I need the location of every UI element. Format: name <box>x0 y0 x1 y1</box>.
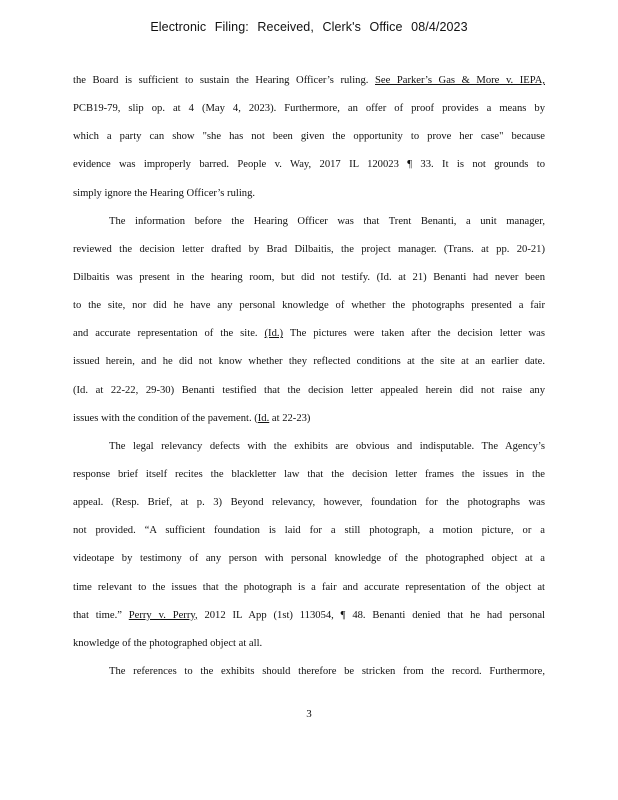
text-line <box>73 236 545 264</box>
text-line <box>73 517 545 545</box>
text-segment: time relevant to the issues that the photograph is a fair and accurate representation of the object at <box>73 581 545 593</box>
filing-stamp-header: Electronic Filing: Received, Clerk's Office 08/4/2023 <box>150 20 468 34</box>
document-body <box>73 67 545 686</box>
citation-underlined: Id. <box>257 412 270 424</box>
text-line <box>73 320 545 348</box>
citation-underlined: See Parker’s Gas & More v. IEPA, <box>375 75 545 86</box>
text-line <box>73 545 545 573</box>
text-line <box>73 292 545 320</box>
text-segment: to the site, nor did he have any personal knowledge of whether the photographs presented a fair <box>73 300 545 312</box>
text-segment: the Board is sufficient to sustain the Hearing Officer’s ruling. <box>73 75 375 86</box>
text-segment: issued herein, and he did not know whether they reflected conditions at the site at an earlier date. <box>73 356 545 368</box>
text-segment: knowledge of the photographed object at all. <box>73 637 263 649</box>
text-segment: response brief itself recites the blackletter law that the decision letter frames the issues in the <box>73 468 545 480</box>
text-segment: appeal. (Resp. Brief, at p. 3) Beyond relevancy, however, foundation for the photographs was <box>73 497 545 509</box>
text-segment: that time.” <box>73 609 129 621</box>
citation-underlined: (Id.) <box>264 328 284 340</box>
text-segment: The references to the exhibits should therefore be stricken from the record. Furthermore, <box>109 665 545 677</box>
text-segment: 2012 IL App (1st) 113054, ¶ 48. Benanti denied that he had personal <box>197 609 545 621</box>
text-segment: The information before the Hearing Officer was that Trent Benanti, a unit manager, <box>109 215 545 227</box>
text-segment: The legal relevancy defects with the exhibits are obvious and indisputable. The Agency’s <box>109 440 545 452</box>
text-segment: not provided. “A sufficient foundation is laid for a still photograph, a motion picture, or a <box>73 525 545 537</box>
text-line <box>73 348 545 376</box>
text-line <box>73 658 545 686</box>
text-segment: Dilbaitis was present in the hearing room, but did not testify. (Id. at 21) Benanti had never been <box>73 271 545 283</box>
text-segment: simply ignore the Hearing Officer’s ruling. <box>73 187 256 199</box>
text-segment: videotape by testimony of any person with personal knowledge of the photographed object at a <box>73 553 545 565</box>
text-segment: issues with the condition of the pavement. ( <box>73 412 258 424</box>
citation-underlined: Perry v. Perry, <box>128 609 198 621</box>
text-line <box>73 405 545 433</box>
text-segment: at 22-23) <box>269 412 311 424</box>
text-segment: evidence was improperly barred. People v. Way, 2017 IL 120023 ¶ 33. It is not grounds to <box>73 159 545 171</box>
text-line <box>73 264 545 292</box>
text-line <box>73 433 545 461</box>
text-line <box>73 151 545 179</box>
text-segment: and accurate representation of the site. <box>73 328 265 340</box>
text-line <box>73 489 545 517</box>
text-line <box>73 208 545 236</box>
text-line <box>73 602 545 630</box>
text-line <box>73 630 545 658</box>
text-line <box>73 123 545 151</box>
text-segment: reviewed the decision letter drafted by Brad Dilbaitis, the project manager. (Trans. at pp. 20-21) <box>73 243 545 255</box>
text-line <box>73 180 545 208</box>
text-segment: PCB19-79, slip op. at 4 (May 4, 2023). Furthermore, an offer of proof provides a means by <box>73 103 545 115</box>
text-line <box>73 377 545 405</box>
text-line <box>73 574 545 602</box>
text-line <box>73 67 545 95</box>
page-number: 3 <box>306 708 312 720</box>
text-segment: The pictures were taken after the decision letter was <box>283 328 545 340</box>
text-segment: which a party can show "she has not been given the opportunity to prove her case" because <box>73 131 545 143</box>
text-segment: (Id. at 22-22, 29-30) Benanti testified that the decision letter appealed herein did not raise any <box>73 384 545 396</box>
text-line <box>73 95 545 123</box>
text-line <box>73 461 545 489</box>
